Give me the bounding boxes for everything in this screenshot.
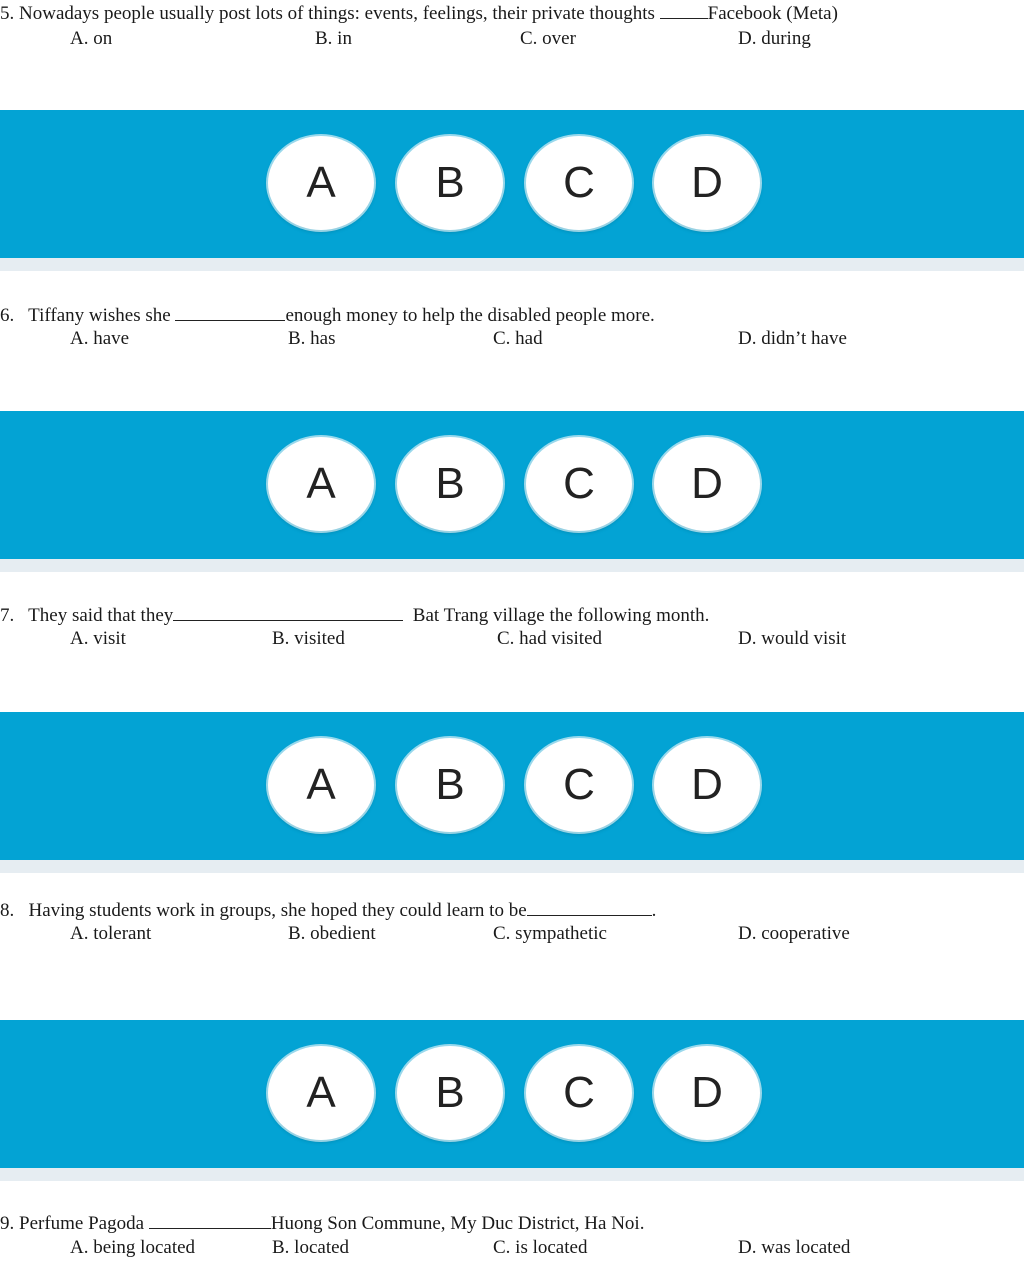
question-7 [0,604,709,627]
option-b: B. obedient [288,923,376,944]
option-c: C. had visited [497,628,603,649]
answer-button-c[interactable]: C [526,437,632,531]
option-c: C. is located [493,1237,588,1258]
answer-band-8 [0,1020,1024,1181]
option-a: A. tolerant [70,923,152,944]
answer-button-a[interactable]: A [268,437,374,531]
question-text-end: Bat Trang village the following month. [412,605,710,626]
question-number: 7. [0,605,15,626]
option-b: B. in [315,28,352,49]
option-d: D. was located [738,1237,851,1258]
answer-button-b[interactable]: B [397,738,503,832]
option-d: D. would visit [738,628,847,649]
question-text-end: . [651,900,657,921]
option-c: C. had [493,328,543,349]
answer-button-d[interactable]: D [654,1046,760,1140]
option-d: D. didn’t have [738,328,847,349]
option-c: C. sympathetic [493,923,607,944]
answer-blank [175,304,285,321]
answer-button-a[interactable]: A [268,738,374,832]
question-9 [0,1212,644,1235]
option-c: C. over [520,28,576,49]
answer-band-6 [0,411,1024,572]
question-number: 5. [0,3,15,24]
answer-blank [173,604,403,621]
question-number: 6. [0,305,15,326]
option-b: B. visited [272,628,345,649]
option-a: A. being located [70,1237,196,1258]
answer-blank [527,899,652,916]
answer-band-5 [0,110,1024,271]
question-text-end: Facebook (Meta) [707,3,838,24]
answer-blank [149,1212,271,1229]
question-text: Having students work in groups, she hoped they could learn to be [28,900,527,921]
option-b: B. located [272,1237,350,1258]
answer-band-7 [0,712,1024,873]
answer-blank [660,2,708,19]
option-a: A. have [70,328,130,349]
question-text-end: Huong Son Commune, My Duc District, Ha Noi. [270,1213,645,1234]
question-number: 9. [0,1213,15,1234]
question-6 [0,304,655,327]
option-a: A. on [70,28,113,49]
question-number: 8. [0,900,15,921]
question-text: Tiffany wishes she [28,305,171,326]
question-text: Nowadays people usually post lots of things: events, feelings, their private thoughts [19,3,655,24]
answer-button-a[interactable]: A [268,1046,374,1140]
question-text: They said that they [28,605,174,626]
option-b: B. has [288,328,336,349]
answer-button-c[interactable]: C [526,738,632,832]
answer-button-c[interactable]: C [526,136,632,230]
answer-button-d[interactable]: D [654,437,760,531]
answer-button-c[interactable]: C [526,1046,632,1140]
question-8 [0,899,656,922]
question-5 [0,2,838,25]
question-text-end: enough money to help the disabled people more. [285,305,655,326]
option-d: D. during [738,28,811,49]
option-d: D. cooperative [738,923,850,944]
answer-button-a[interactable]: A [268,136,374,230]
question-text: Perfume Pagoda [19,1213,145,1234]
answer-button-b[interactable]: B [397,136,503,230]
answer-button-b[interactable]: B [397,437,503,531]
answer-button-d[interactable]: D [654,136,760,230]
answer-button-d[interactable]: D [654,738,760,832]
answer-button-b[interactable]: B [397,1046,503,1140]
option-a: A. visit [70,628,126,649]
